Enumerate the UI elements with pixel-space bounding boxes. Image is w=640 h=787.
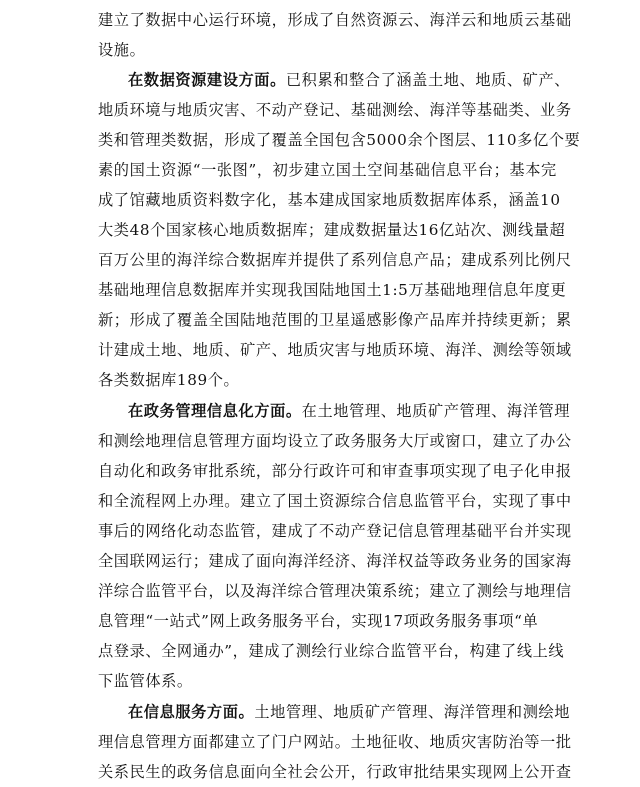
paragraph-lead-heading: 在政务管理信息化方面。 bbox=[128, 402, 302, 420]
text-line bbox=[98, 365, 548, 395]
text-line bbox=[98, 35, 548, 65]
text-line bbox=[98, 727, 572, 757]
text-line bbox=[98, 215, 566, 245]
text-line bbox=[98, 486, 572, 516]
text-line bbox=[98, 456, 572, 486]
text-line-content: 自动化和政务审批系统，部分行政许可和审查事项实现了电子化申报 bbox=[98, 462, 572, 480]
text-line bbox=[98, 516, 572, 546]
text-line bbox=[98, 576, 572, 606]
text-line-content: 设施。 bbox=[98, 41, 146, 59]
text-line bbox=[98, 95, 572, 125]
text-line bbox=[98, 606, 548, 636]
text-line bbox=[98, 245, 572, 275]
text-line-content: 类和管理类数据，形成了覆盖全国包含5000余个图层、110多亿个要 bbox=[98, 131, 581, 149]
text-line bbox=[98, 125, 581, 155]
text-line bbox=[128, 697, 571, 727]
text-line bbox=[128, 65, 571, 95]
text-line bbox=[98, 275, 567, 305]
text-line-content: 和全流程网上办理。建立了国土资源综合信息监管平台，实现了事中 bbox=[98, 492, 572, 510]
text-line-content: 建立了数据中心运行环境，形成了自然资源云、海洋云和地质云基础 bbox=[98, 11, 572, 29]
text-line-content: 百万公里的海洋综合数据库并提供了系列信息产品；建成系列比例尺 bbox=[98, 251, 572, 269]
text-line-content: 成了馆藏地质资料数字化，基本建成国家地质数据库体系，涵盖10 bbox=[98, 191, 561, 209]
text-line bbox=[98, 155, 557, 185]
text-line-content: 和测绘地理信息管理方面均设立了政务服务大厅或窗口，建立了办公 bbox=[98, 432, 572, 450]
text-line-content: 已积累和整合了涵盖土地、地质、矿产、 bbox=[285, 71, 571, 89]
text-line bbox=[98, 426, 572, 456]
text-line bbox=[98, 757, 572, 787]
text-line-content: 基础地理信息数据库并实现我国陆地国土1:5万基础地理信息年度更 bbox=[98, 281, 567, 299]
text-line bbox=[128, 396, 571, 426]
text-line bbox=[98, 305, 572, 335]
text-line-content: 息管理“一站式”网上政务服务平台，实现17项政务服务事项“单 bbox=[98, 612, 539, 630]
text-line-content: 洋综合监管平台，以及海洋综合管理决策系统；建立了测绘与地理信 bbox=[98, 582, 572, 600]
text-line bbox=[98, 636, 565, 666]
paragraph-lead-heading: 在数据资源建设方面。 bbox=[128, 71, 286, 89]
text-line-content: 关系民生的政务信息面向全社会公开，行政审批结果实现网上公开查 bbox=[98, 763, 572, 781]
text-line-content: 计建成土地、地质、矿产、地质灾害与地质环境、海洋、测绘等领域 bbox=[98, 341, 572, 359]
text-line bbox=[98, 546, 572, 576]
text-line-content: 点登录、全网通办”，建成了测绘行业综合监管平台，构建了线上线 bbox=[98, 642, 565, 660]
text-line-content: 地质环境与地质灾害、不动产登记、基础测绘、海洋等基础类、业务 bbox=[98, 101, 572, 119]
text-line-content: 事后的网络化动态监管，建成了不动产登记信息管理基础平台并实现 bbox=[98, 522, 572, 540]
text-line-content: 大类48个国家核心地质数据库；建成数据量达16亿站次、测线量超 bbox=[98, 221, 566, 239]
text-line-content: 在土地管理、地质矿产管理、海洋管理 bbox=[301, 402, 571, 420]
paragraph-lead-heading: 在信息服务方面。 bbox=[128, 703, 255, 721]
text-line-content: 各类数据库189个。 bbox=[98, 371, 240, 389]
text-line bbox=[98, 335, 572, 365]
text-line-content: 新；形成了覆盖全国陆地范围的卫星遥感影像产品库并持续更新；累 bbox=[98, 311, 572, 329]
text-line bbox=[98, 5, 572, 35]
text-line-content: 下监管体系。 bbox=[98, 672, 193, 690]
text-line bbox=[98, 185, 561, 215]
text-line-content: 理信息管理方面都建立了门户网站。土地征收、地质灾害防治等一批 bbox=[98, 733, 572, 751]
text-line-content: 素的国土资源“一张图”，初步建立国土空间基础信息平台；基本完 bbox=[98, 161, 557, 179]
text-line-content: 全国联网运行；建成了面向海洋经济、海洋权益等政务业务的国家海 bbox=[98, 552, 572, 570]
text-line-content: 土地管理、地质矿产管理、海洋管理和测绘地 bbox=[254, 703, 571, 721]
text-line bbox=[98, 666, 548, 696]
